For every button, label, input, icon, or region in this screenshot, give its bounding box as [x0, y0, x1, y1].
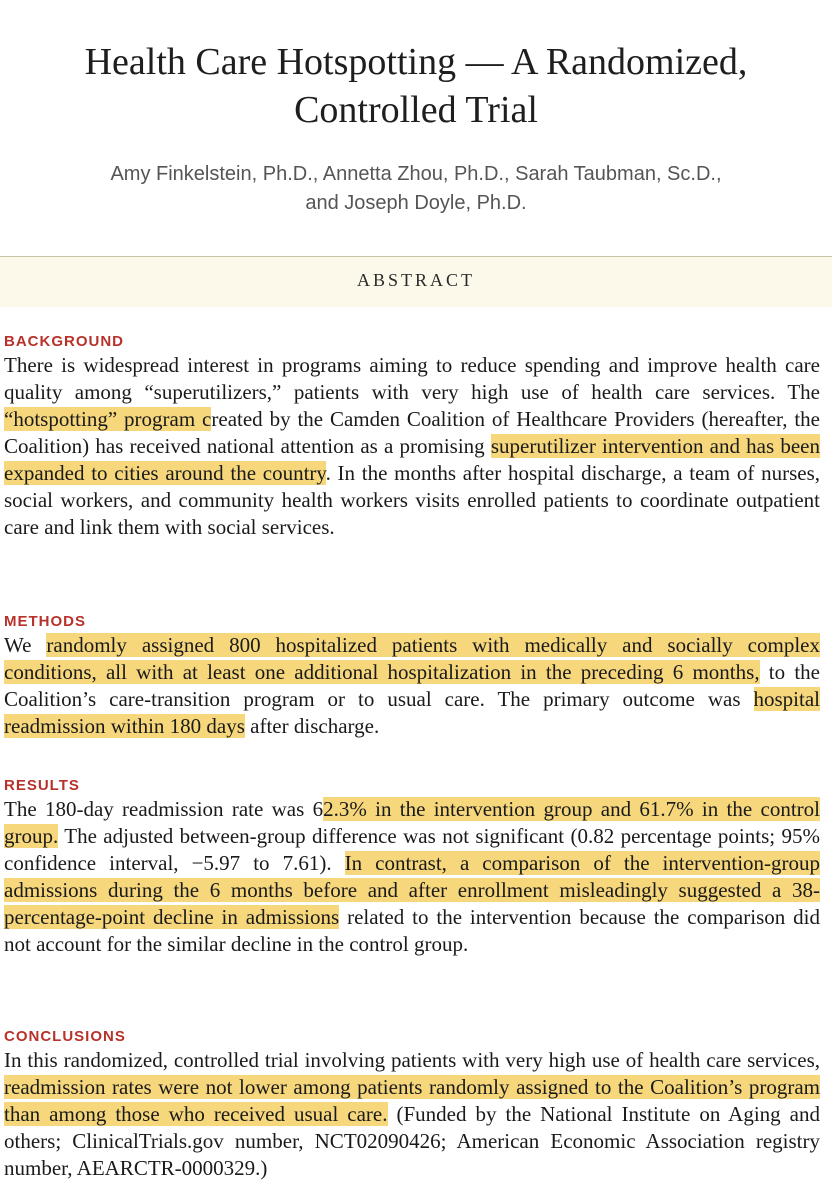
results-text-1: The 180-day readmission rate was 6: [4, 797, 324, 821]
results-text-2: The adjusted between-group difference was not significant (0.82 percentage points; 95% confidence interval, −5.97 to 7.61).: [4, 824, 820, 875]
section-heading-methods: METHODS: [4, 613, 86, 630]
methods-text-1: We: [4, 633, 47, 657]
section-results: [4, 776, 820, 958]
author-list: [0, 160, 832, 218]
section-heading-conclusions: CONCLUSIONS: [4, 1028, 126, 1045]
methods-paragraph: [4, 632, 820, 740]
section-methods: [4, 612, 820, 740]
authors-line-1: Amy Finkelstein, Ph.D., Annetta Zhou, Ph.D., Sarah Taubman, Sc.D.,: [110, 163, 722, 185]
section-heading-results: RESULTS: [4, 777, 80, 794]
background-highlight-2: superutilizer intervention and has been expanded to cities around the country: [4, 434, 821, 485]
methods-text-3: after discharge.: [244, 714, 380, 738]
background-highlight-1: “hotspotting” program c: [4, 407, 212, 431]
background-text-2: reated by the Camden Coalition of Healthcare Providers (hereafter, the Coalition) has received national attention as a promising: [4, 407, 820, 458]
section-heading-background: BACKGROUND: [4, 333, 124, 350]
conclusions-text-1: In this randomized, controlled trial involving patients with very high use of health care services,: [4, 1048, 820, 1072]
results-paragraph: [4, 796, 820, 958]
methods-highlight-2: hospital readmission within 180 days: [4, 687, 820, 738]
section-conclusions: [4, 1027, 820, 1182]
background-text-1: There is widespread interest in programs aiming to reduce spending and improve health care quality among “superutilizers,” patients with very high use of health care services. The: [4, 353, 820, 404]
title-line-1: Health Care Hotspotting — A Randomized,: [84, 41, 748, 83]
results-text-3: related to the intervention because the comparison did not account for the similar decline in the control group.: [4, 905, 820, 956]
results-highlight-1: 2.3% in the intervention group and 61.7% in the control group.: [4, 797, 820, 848]
conclusions-text-2: (Funded by the National Institute on Aging and others; ClinicalTrials.gov number, NCT02090426; American Economic Association registry number, AEARCTR-0000329.): [4, 1102, 820, 1180]
results-highlight-2: In contrast, a comparison of the intervention-group admissions during the 6 months before and after enrollment misleadingly suggested a 38-percentage-point decline in admissions: [4, 851, 821, 929]
methods-text-2: to the Coalition’s care-transition program or to usual care. The primary outcome was: [4, 660, 820, 711]
abstract-heading: ABSTRACT: [356, 270, 476, 290]
background-text-3: . In the months after hospital discharge, a team of nurses, social workers, and community health workers visits enrolled patients to coordinate outpatient care and link them with social services.: [4, 461, 820, 539]
article-title: [0, 38, 832, 134]
authors-line-2: and Joseph Doyle, Ph.D.: [305, 192, 527, 214]
background-paragraph: [4, 352, 820, 541]
section-background: [4, 332, 820, 541]
conclusions-paragraph: [4, 1047, 820, 1182]
methods-highlight-1: randomly assigned 800 hospitalized patients with medically and socially complex conditions, all with at least one additional hospitalization in the preceding 6 months,: [4, 633, 820, 684]
title-line-2: Controlled Trial: [294, 89, 538, 131]
conclusions-highlight-1: readmission rates were not lower among patients randomly assigned to the Coalition’s program than among those who received usual care.: [4, 1075, 820, 1126]
